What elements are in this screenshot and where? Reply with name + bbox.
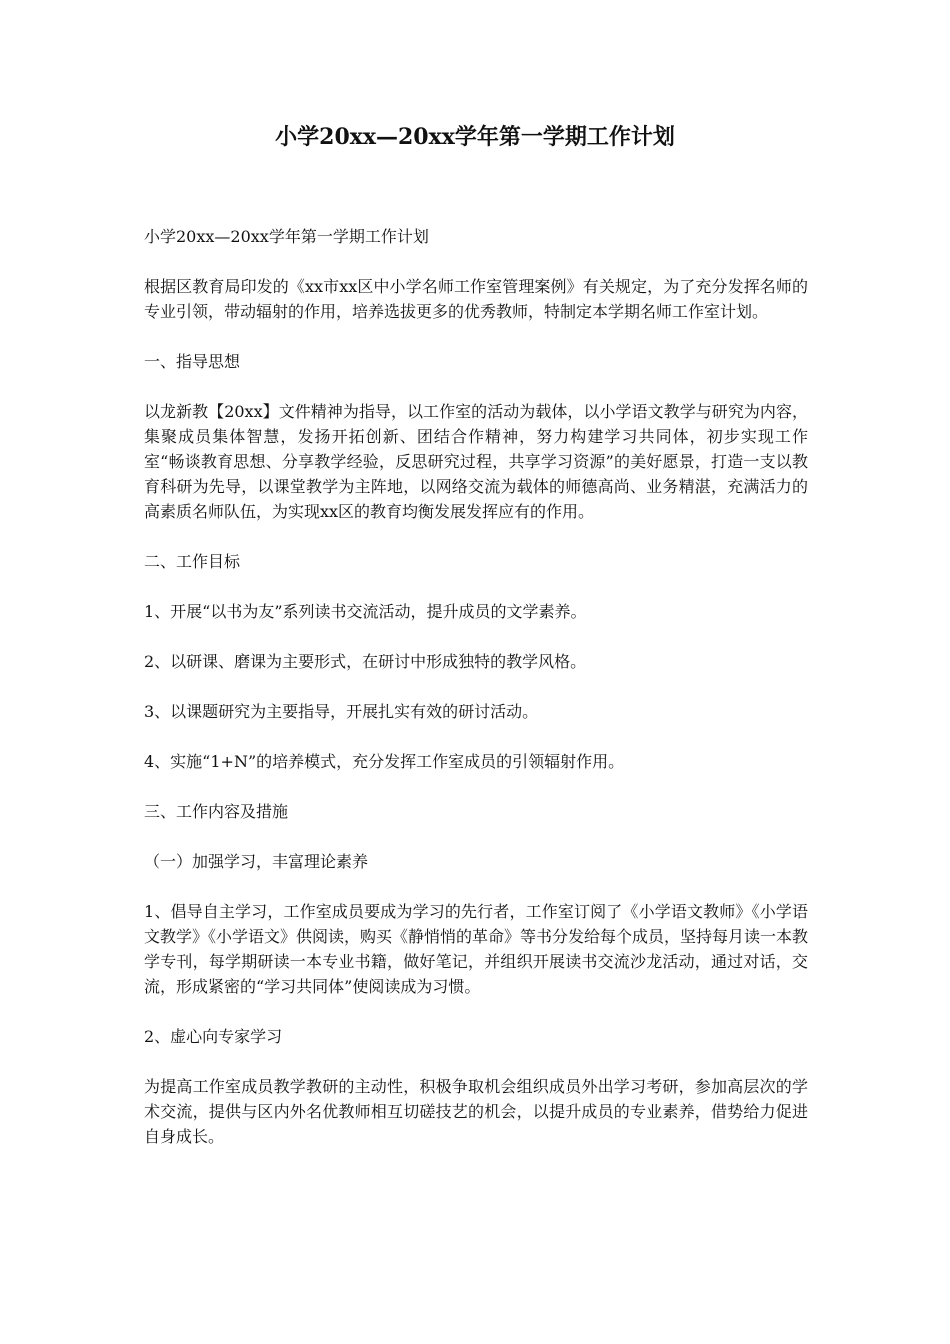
subsection-heading-study: （一）加强学习，丰富理论素养: [144, 852, 369, 871]
goal-item-4: 4、实施“1+N”的培养模式，充分发挥工作室成员的引领辐射作用。: [144, 752, 625, 771]
measure-item-1: 1、倡导自主学习，工作室成员要成为学习的先行者，工作室订阅了《小学语文教师》《小学语文教学》《小学语文》供阅读，购买《静悄悄的革命》等书分发给每个成员，坚持每月读一本教学专刊，每学期研读一本专业书籍，做好笔记，并组织开展读书交流沙龙活动，通过对话，交流，形成紧密的“学习共同体”使阅读成为习惯。: [144, 902, 809, 996]
section-heading-guiding-thought: 一、指导思想: [144, 352, 241, 371]
goal-item-2: 2、以研课、磨课为主要形式，在研讨中形成独特的教学风格。: [144, 652, 587, 671]
document-title: 小学20xx—20xx学年第一学期工作计划: [275, 124, 675, 150]
measure-item-2-paragraph: 为提高工作室成员教学教研的主动性，积极争取机会组织成员外出学习考研，参加高层次的学术交流，提供与区内外名优教师相互切磋技艺的机会，以提升成员的专业素养，借势给力促进自身成长。: [144, 1077, 808, 1146]
measure-item-2-heading: 2、虚心向专家学习: [144, 1027, 283, 1046]
intro-paragraph: 根据区教育局印发的《xx市xx区中小学名师工作室管理案例》有关规定，为了充分发挥名师的专业引领，带动辐射的作用，培养选拔更多的优秀教师，特制定本学期名师工作室计划。: [144, 277, 808, 321]
guiding-thought-paragraph: 以龙新教【20xx】文件精神为指导，以工作室的活动为载体，以小学语文教学与研究为内容，集聚成员集体智慧，发扬开拓创新、团结合作精神，努力构建学习共同体，初步实现工作室“畅谈教育思想、分享教学经验，反思研究过程，共享学习资源”的美好愿景，打造一支以教育科研为先导，以课堂教学为主阵地，以网络交流为载体的师德高尚、业务精湛，充满活力的高素质名师队伍，为实现xx区的教育均衡发展发挥应有的作用。: [144, 402, 808, 521]
document-body: [144, 224, 808, 1174]
section-heading-work-goals: 二、工作目标: [144, 552, 241, 571]
goal-item-1: 1、开展“以书为友”系列读书交流活动，提升成员的文学素养。: [144, 602, 587, 621]
section-heading-content-measures: 三、工作内容及措施: [144, 802, 289, 821]
subtitle-paragraph: 小学20xx—20xx学年第一学期工作计划: [144, 227, 429, 246]
goal-item-3: 3、以课题研究为主要指导，开展扎实有效的研讨活动。: [144, 702, 539, 721]
